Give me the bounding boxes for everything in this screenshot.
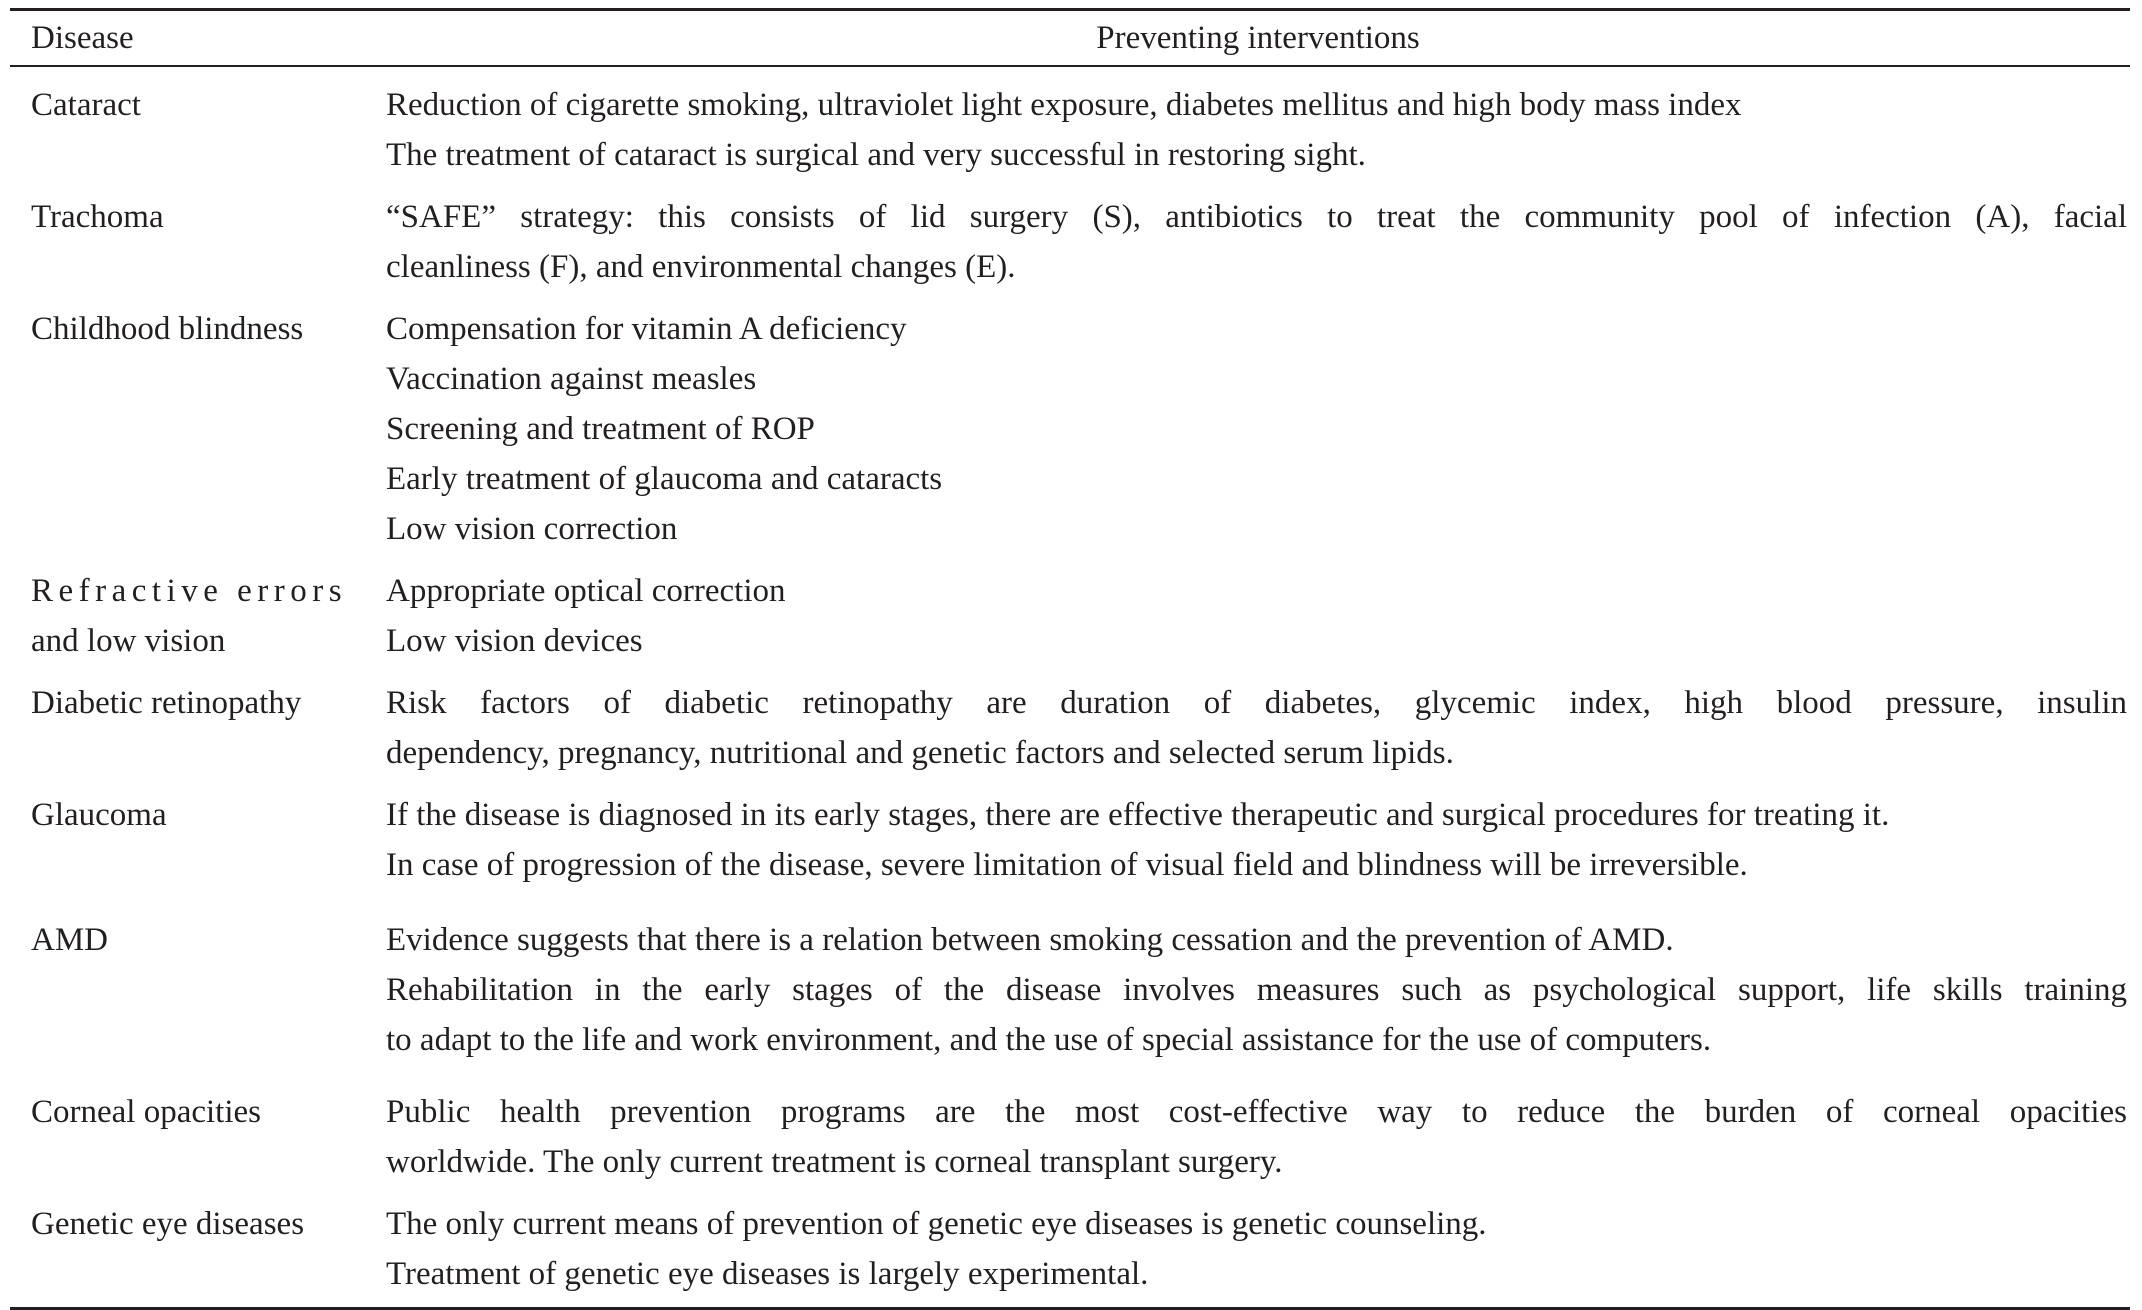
intervention-line: Low vision devices — [386, 623, 643, 659]
interventions-cell — [386, 192, 2127, 292]
disease-cell — [10, 678, 386, 728]
intervention-line: Treatment of genetic eye diseases is largely experimental. — [386, 1256, 1149, 1292]
disease-cell — [10, 192, 386, 242]
intervention-line: In case of progression of the disease, severe limitation of visual field and blindness will be irreversible. — [386, 847, 1748, 883]
table-row — [10, 790, 2130, 890]
disease-cell — [10, 304, 386, 354]
table-row — [10, 192, 2130, 292]
intervention-line: “SAFE” strategy: this consists of lid surgery (S), antibiotics to treat the community pool of infection (A), facial — [386, 199, 2127, 235]
disease-cell — [10, 566, 386, 666]
table-row — [10, 80, 2130, 180]
interventions-cell — [386, 1199, 2127, 1299]
disease-cell — [10, 790, 386, 840]
header-disease: Disease — [31, 20, 134, 56]
header-interventions: Preventing interventions — [1096, 20, 1420, 56]
disease-name: Childhood blindness — [31, 311, 304, 347]
intervention-line: worldwide. The only current treatment is corneal transplant surgery. — [386, 1144, 1283, 1180]
intervention-line: The only current means of prevention of genetic eye diseases is genetic counseling. — [386, 1206, 1487, 1242]
intervention-line: Evidence suggests that there is a relation between smoking cessation and the prevention of AMD. — [386, 922, 1674, 958]
interventions-cell — [386, 915, 2127, 1065]
disease-name: Diabetic retinopathy — [31, 685, 302, 721]
interventions-table — [10, 8, 2130, 1310]
intervention-line: Early treatment of glaucoma and cataracts — [386, 461, 943, 497]
disease-name: Refractive errors — [31, 573, 348, 609]
table-header — [10, 11, 2130, 65]
intervention-line: Risk factors of diabetic retinopathy are duration of diabetes, glycemic index, high blood pressure, insulin — [386, 685, 2127, 721]
disease-cell — [10, 1199, 386, 1249]
intervention-line: Compensation for vitamin A deficiency — [386, 311, 907, 347]
intervention-line: If the disease is diagnosed in its early stages, there are effective therapeutic and surgical procedures for treating it. — [386, 797, 1890, 833]
table-row — [10, 1087, 2130, 1187]
disease-name-continued: and low vision — [31, 623, 226, 659]
intervention-line: cleanliness (F), and environmental changes (E). — [386, 249, 1016, 285]
disease-cell — [10, 80, 386, 130]
interventions-cell — [386, 790, 2127, 890]
interventions-cell — [386, 1087, 2127, 1187]
intervention-line: Vaccination against measles — [386, 361, 757, 397]
intervention-line: Reduction of cigarette smoking, ultraviolet light exposure, diabetes mellitus and high body mass index — [386, 87, 1742, 123]
table-row — [10, 915, 2130, 1065]
disease-cell — [10, 1087, 386, 1137]
disease-name: AMD — [31, 922, 109, 958]
intervention-line: Public health prevention programs are the most cost-effective way to reduce the burden of corneal opacities — [386, 1094, 2127, 1130]
interventions-cell — [386, 304, 2127, 554]
intervention-line: to adapt to the life and work environment, and the use of special assistance for the use of computers. — [386, 1022, 1712, 1058]
table-header-rule — [10, 65, 2130, 67]
intervention-line: Screening and treatment of ROP — [386, 411, 815, 447]
interventions-cell — [386, 80, 2127, 180]
intervention-line: Appropriate optical correction — [386, 573, 786, 609]
table-row — [10, 566, 2130, 666]
intervention-line: Low vision correction — [386, 511, 678, 547]
interventions-cell — [386, 678, 2127, 778]
disease-name: Glaucoma — [31, 797, 167, 833]
table-row — [10, 678, 2130, 778]
intervention-line: Rehabilitation in the early stages of the disease involves measures such as psychological support, life skills training — [386, 972, 2127, 1008]
disease-name: Genetic eye diseases — [31, 1206, 305, 1242]
intervention-line: The treatment of cataract is surgical and very successful in restoring sight. — [386, 137, 1366, 173]
disease-name: Corneal opacities — [31, 1094, 262, 1130]
intervention-line: dependency, pregnancy, nutritional and genetic factors and selected serum lipids. — [386, 735, 1454, 771]
disease-cell — [10, 915, 386, 965]
table-row — [10, 1199, 2130, 1299]
interventions-cell — [386, 566, 2127, 666]
disease-name: Cataract — [31, 87, 141, 123]
table-row — [10, 304, 2130, 554]
disease-name: Trachoma — [31, 199, 164, 235]
